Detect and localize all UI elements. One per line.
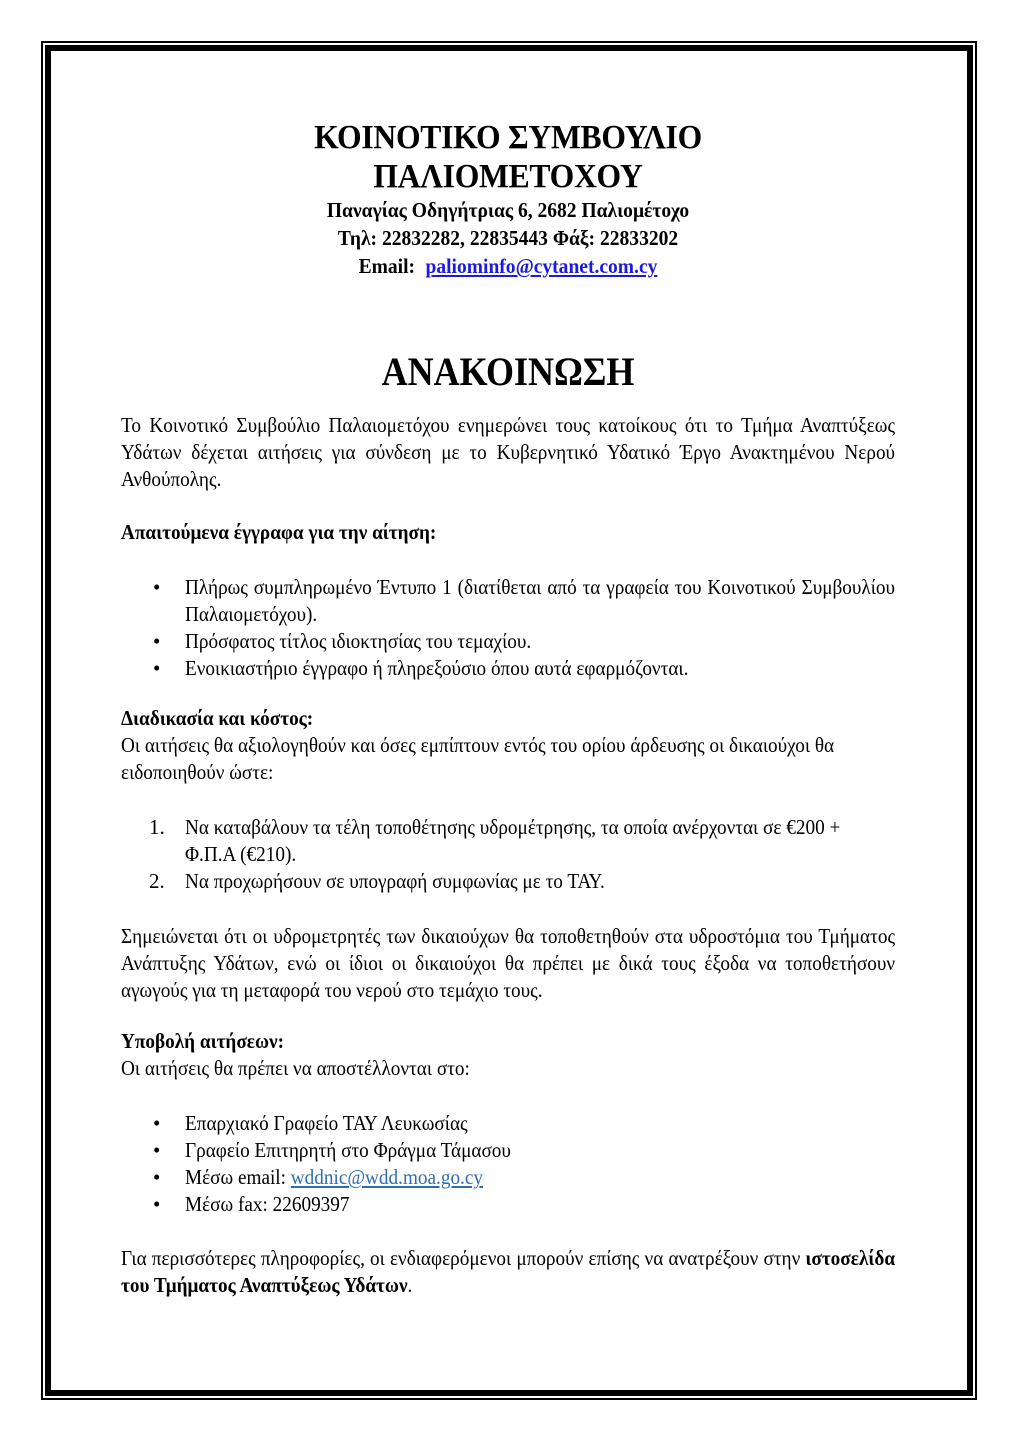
bullet-icon: • <box>153 575 161 599</box>
council-email-line <box>148 252 868 280</box>
procedure-paragraph <box>121 732 895 786</box>
procedure-steps <box>121 814 895 895</box>
step-number: 2. <box>149 869 165 893</box>
list-item-text <box>185 1164 895 1191</box>
footer-text <box>121 1245 895 1299</box>
list-item-text: Γραφείο Επιτηρητή στο Φράγμα Τάμασου <box>185 1138 511 1162</box>
list-item <box>121 1191 895 1218</box>
submission-heading <box>121 1028 895 1055</box>
intro-paragraph <box>121 412 895 493</box>
step-text: Να προχωρήσουν σε υπογραφή συμφωνίας με το ΤΑΥ. <box>185 869 605 893</box>
notice-title: ΑΝΑΚΟΙΝΩΣΗ <box>381 349 635 394</box>
council-name-line-1: ΚΟΙΝΟΤΙΚΟ ΣΥΜΒΟΥΛΙΟ <box>314 119 702 156</box>
email-label: Email: <box>358 254 416 278</box>
footer-text-before: Για περισσότερες πληροφορίες, οι ενδιαφερόμενοι μπορούν επίσης να ανατρέξουν στην <box>121 1246 806 1270</box>
council-phone-fax: Τηλ: 22832282, 22835443 Φάξ: 22833202 <box>337 226 679 250</box>
note-text: Σημειώνεται ότι οι υδρομετρητές των δικαιούχων θα τοποθετηθούν στα υδροστόμια του Τμήματος Ανάπτυξης Υδάτων, ενώ οι ίδιοι οι δικαιούχοι θα πρέπει με δικά τους έξοδα να τοποθετήσουν αγωγούς για τη μεταφορά του νερού στο τεμάχιο τους. <box>121 924 896 1002</box>
procedure-heading-text: Διαδικασία και κόστος: <box>121 706 314 730</box>
list-item-text: Ενοικιαστήριο έγγραφο ή πληρεξούσιο όπου αυτά εφαρμόζονται. <box>185 656 689 680</box>
intro-text: Το Κοινοτικό Συμβούλιο Παλαιομετόχου ενημερώνει τους κατοίκους ότι το Τμήμα Αναπτύξεως Υδάτων δέχεται αιτήσεις για σύνδεση με το Κυβερνητικό Υδατικό Έργο Ανακτημένου Νερού Ανθούπολης. <box>121 413 896 491</box>
wdd-website-reference: ιστοσελίδα του Τμήματος Αναπτύξεως Υδάτων <box>121 1246 896 1297</box>
list-item <box>121 1110 895 1137</box>
wdd-email-link[interactable]: wddnic@wdd.moa.go.cy <box>290 1165 484 1189</box>
bullet-icon: • <box>153 656 161 680</box>
footer-text-after: . <box>407 1273 413 1297</box>
footer-paragraph <box>121 1245 895 1299</box>
list-item-text: Πλήρως συμπληρωμένο Έντυπο 1 (διατίθεται από τα γραφεία του Κοινοτικού Συμβουλίου Παλαιομετόχου). <box>185 575 896 626</box>
notice-document <box>121 118 895 1299</box>
bullet-icon: • <box>153 1165 161 1189</box>
list-item <box>121 574 895 628</box>
bullet-icon: • <box>153 1111 161 1135</box>
list-item <box>121 628 895 655</box>
bullet-icon: • <box>153 1192 161 1216</box>
list-item <box>121 1164 895 1191</box>
email-prefix: Μέσω email: <box>185 1165 291 1189</box>
submission-list <box>121 1110 895 1218</box>
council-email-link[interactable]: paliominfo@cytanet.com.cy <box>425 254 658 278</box>
council-address: Παναγίας Οδηγήτριας 6, 2682 Παλιομέτοχο <box>326 198 690 222</box>
procedure-heading <box>121 705 895 732</box>
submission-text: Οι αιτήσεις θα πρέπει να αποστέλλονται στο: <box>121 1056 470 1080</box>
bullet-icon: • <box>153 629 161 653</box>
list-item <box>121 1137 895 1164</box>
letterhead <box>121 118 895 280</box>
bullet-icon: • <box>153 1138 161 1162</box>
required-documents-list <box>121 574 895 682</box>
required-documents-heading <box>121 519 895 546</box>
list-item <box>121 868 895 895</box>
list-item-text: Επαρχιακό Γραφείο ΤΑΥ Λευκωσίας <box>185 1111 468 1135</box>
required-documents-heading-text: Απαιτούμενα έγγραφα για την αίτηση: <box>121 520 437 544</box>
submission-paragraph <box>121 1055 895 1082</box>
list-item <box>121 655 895 682</box>
list-item-text: Μέσω fax: 22609397 <box>185 1192 350 1216</box>
submission-heading-text: Υποβολή αιτήσεων: <box>121 1029 285 1053</box>
council-name-line-2: ΠΑΛΙΟΜΕΤΟΧΟΥ <box>373 158 643 195</box>
procedure-text: Οι αιτήσεις θα αξιολογηθούν και όσες εμπίπτουν εντός του ορίου άρδευσης οι δικαιούχοι θα ειδοποιηθούν ώστε: <box>121 733 835 784</box>
step-number: 1. <box>149 815 165 839</box>
step-text: Να καταβάλουν τα τέλη τοποθέτησης υδρομέτρησης, τα οποία ανέρχονται σε €200 + Φ.Π.Α (€210). <box>185 815 841 866</box>
list-item-text: Πρόσφατος τίτλος ιδιοκτησίας του τεμαχίου. <box>185 629 532 653</box>
note-paragraph <box>121 923 895 1004</box>
list-item <box>121 814 895 868</box>
